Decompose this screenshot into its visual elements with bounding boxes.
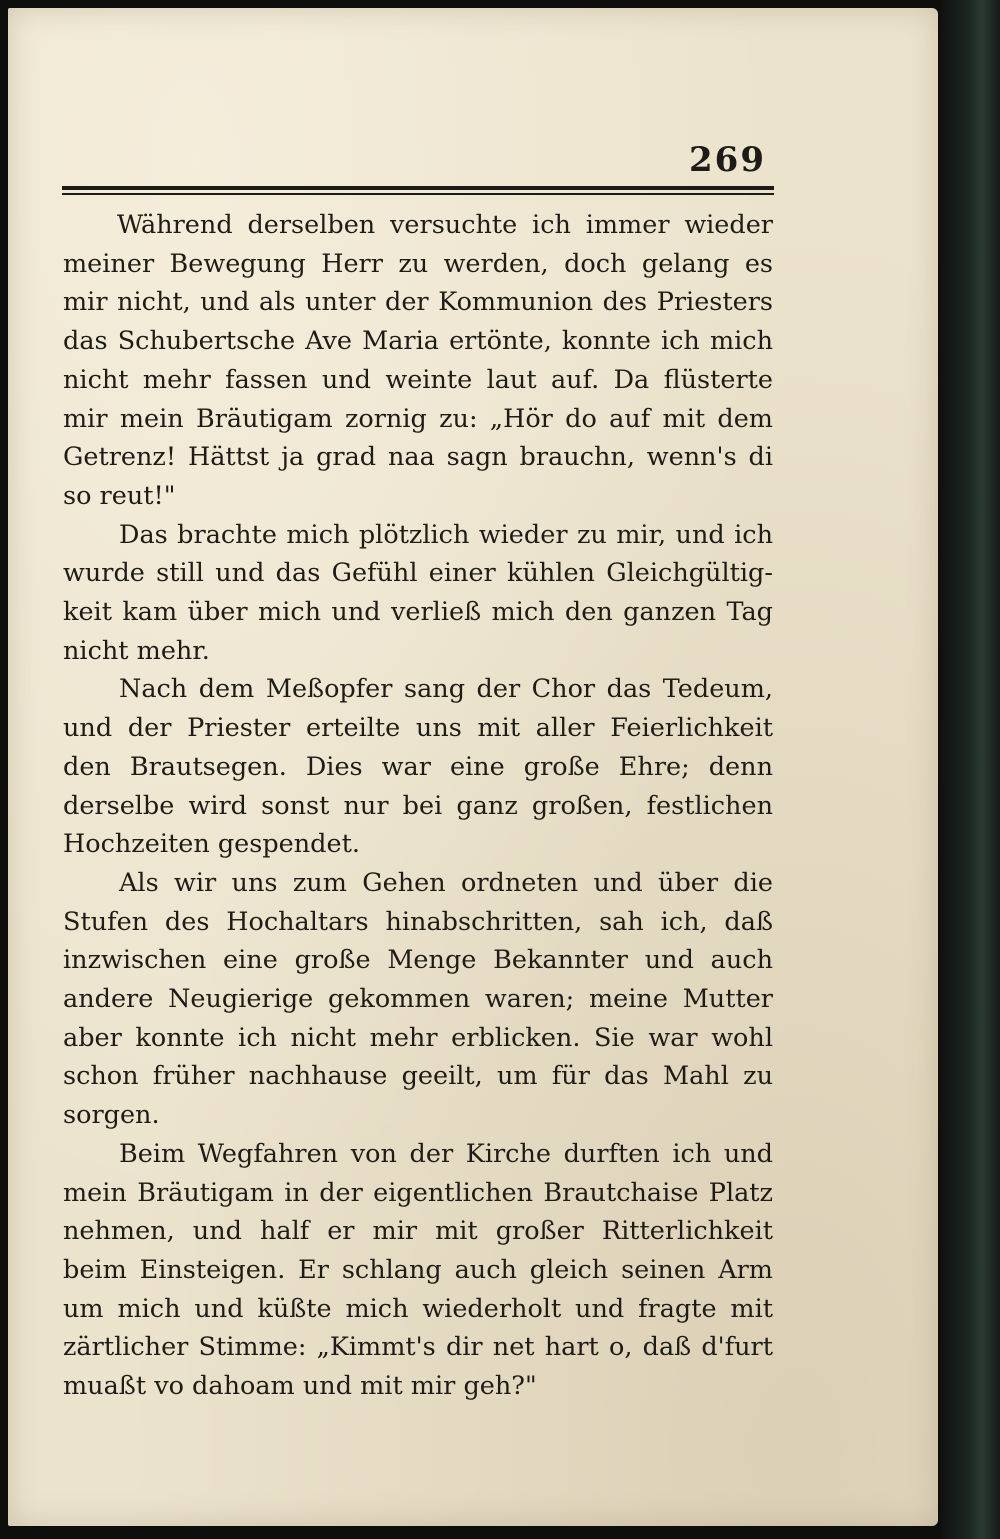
header-rule-thin [62, 193, 774, 195]
paragraph: Beim Wegfahren von der Kirche durften ich und mein Bräutigam in der eigentlichen Brautchaise Platz nehmen, und half er mir mit großer Ritterlichkeit beim Einsteigen. Er schlang auch gleich seinen Arm um mich und küßte mich wiederholt und fragte mit zärtlicher Stimme: „Kimmt's dir net hart o, daß d'furt muaßt vo dahoam und mit mir geh?" [63, 1138, 773, 1402]
book-page [8, 8, 938, 1526]
page-number: 269 [689, 140, 766, 180]
paragraph: Das brachte mich plötzlich wieder zu mir, und ich wurde still und das Gefühl einer kühlen Gleichgültigkeit kam über mich und verließ mich den ganzen Tag nicht mehr. [63, 519, 773, 666]
body-text [63, 206, 773, 1406]
book-binding-edge [940, 0, 1000, 1539]
paragraph: Als wir uns zum Gehen ordneten und über die Stufen des Hochaltars hinabschritten, sah ich, daß inzwischen eine große Menge Bekannter und auch andere Neugierige gekommen waren; meine Mutter aber konnte ich nicht mehr erblicken. Sie war wohl schon früher nachhause geeilt, um für das Mahl zu sorgen. [63, 867, 773, 1131]
paragraph: Während derselben versuchte ich immer wieder meiner Bewegung Herr zu werden, doch gelang es mir nicht, und als unter der Kommunion des Priesters das Schubertsche Ave Maria ertönte, konnte ich mich nicht mehr fassen und weinte laut auf. Da flüsterte mir mein Bräutigam zornig zu: „Hör do auf mit dem Getrenz! Hättst ja grad naa sagn brauchn, wenn's di so reut!" [63, 210, 773, 511]
header-rule-thick [62, 186, 774, 190]
paragraph: Nach dem Meßopfer sang der Chor das Tedeum, und der Priester erteilte uns mit aller Feierlichkeit den Brautsegen. Dies war eine große Ehre; denn derselbe wird sonst nur bei ganz großen, festlichen Hochzeiten gespendet. [63, 674, 773, 860]
